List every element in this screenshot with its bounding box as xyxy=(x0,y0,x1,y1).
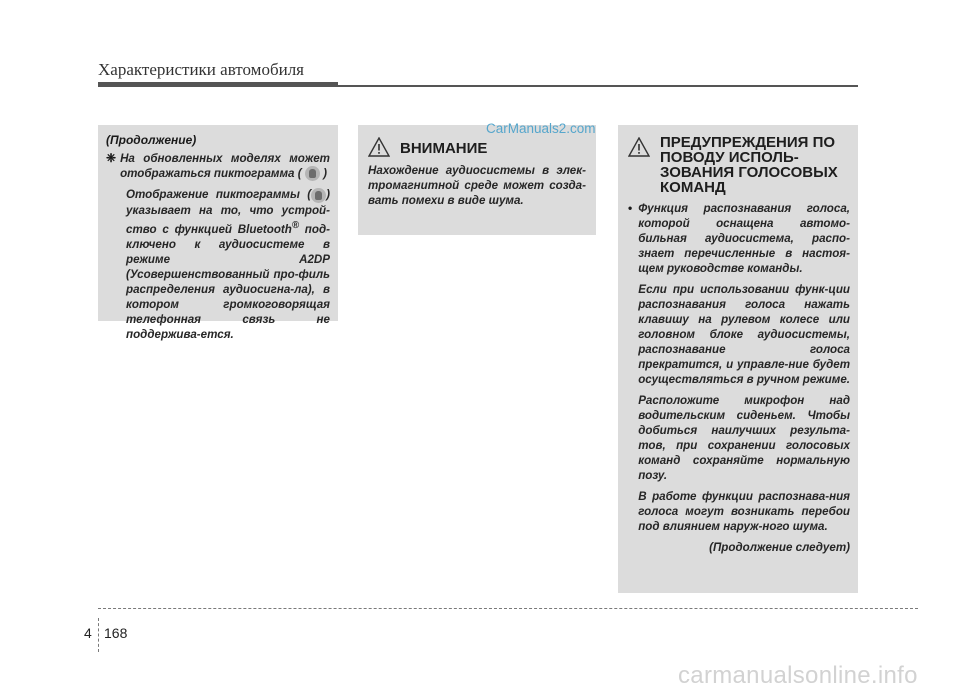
caution-header xyxy=(368,135,586,157)
warning-title: ПРЕДУПРЕЖДЕНИЯ ПО ПОВОДУ ИСПОЛЬ-ЗОВАНИЯ ГОЛОСОВЫХ КОМАНД xyxy=(660,134,838,196)
warning-paragraph-3: Расположите микрофон над водительским сиденьем. Чтобы добиться наилучших результа-тов, при сохранении голосовых команд сохраняйте нормальную позу. xyxy=(638,394,850,482)
page-header-title: Характеристики автомобиля xyxy=(98,60,304,79)
warning-bullet-body xyxy=(638,201,850,555)
watermark-link[interactable]: CarManuals2.com xyxy=(486,121,596,136)
note-text-c: ) xyxy=(323,167,327,180)
bullet-icon: • xyxy=(628,201,633,215)
caution-text: Нахождение аудиосистемы в элек-тромагнитной среде может созда-вать помехи в виде шума. xyxy=(368,164,586,207)
voice-command-warning-box xyxy=(618,125,858,593)
page-divider xyxy=(98,618,99,652)
registered-mark: ® xyxy=(291,219,299,231)
bluetooth-paragraph xyxy=(106,187,330,341)
note-text xyxy=(120,151,330,181)
continued-next-label: (Продолжение следует) xyxy=(709,541,850,554)
warning-paragraph-1: Функция распознавания голоса, которой оснащена автомо-бильная аудиосистема, распо-знает перечисленные в настоя-щем руководстве команды. xyxy=(638,202,850,275)
caution-box xyxy=(358,125,596,235)
phone-handsfree-icon xyxy=(305,166,320,181)
warning-bullet xyxy=(628,201,850,555)
note-mark-icon: ❈ xyxy=(106,151,117,165)
footer-rule xyxy=(98,608,918,609)
warning-paragraph-4: В работе функции распознава-ния голоса могут возникать перебои под влиянием наруж-ного шума. xyxy=(638,490,850,533)
warning-triangle-icon xyxy=(628,137,650,157)
continued-label: (Продолжение) xyxy=(106,133,197,147)
caution-title: ВНИМАНИЕ xyxy=(400,140,488,157)
warning-header xyxy=(628,135,850,195)
continued-note-box xyxy=(98,125,338,341)
warning-paragraph-2: Если при использовании функ-ции распознавания голоса нажать клавишу на рулевом колесе или головном блоке аудиосистемы, распознавание голоса прекратится, и управле-ние будет осуществляться в ручном режиме. xyxy=(638,283,850,386)
footer-watermark: carmanualsonline.info xyxy=(678,662,918,689)
header-rule-thin xyxy=(336,85,858,87)
note-text-a: На обновленных моделях может xyxy=(120,152,330,165)
page-number: 168 xyxy=(104,625,128,641)
phone-handsfree-icon xyxy=(311,188,326,203)
section-number: 4 xyxy=(84,625,92,641)
bluetooth-text-c: под-ключено к аудиосистеме в режиме A2DP (Усовершенствованный про-филь распределения аудиосигна-ла), в котором громкоговорящая телефонная связь не поддержива-ется. xyxy=(126,222,330,341)
note-line xyxy=(106,151,330,181)
bluetooth-text-b: ) указывает на то, что устрой-ство с функцией Bluetooth xyxy=(126,188,330,236)
note-text-b: отображаться пиктограмма ( xyxy=(120,167,302,180)
bluetooth-text-a: Отображение пиктограммы ( xyxy=(126,188,312,202)
warning-triangle-icon xyxy=(368,137,390,157)
header-rule-thick xyxy=(98,82,338,87)
